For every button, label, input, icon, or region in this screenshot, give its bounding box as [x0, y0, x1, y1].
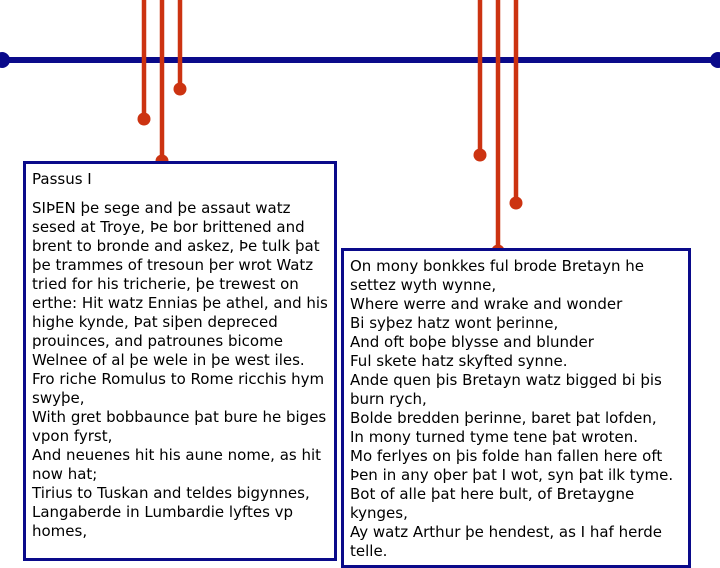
- text-line: Mo ferlyes on þis folde han fallen here oft Þen in any oþer þat I wot, syn þat ilk tyme.: [350, 447, 674, 484]
- text-panel-bretayn: [341, 248, 691, 568]
- text-line: Ande quen þis Bretayn watz bigged bi þis burn rych,: [350, 371, 662, 408]
- text-line: On mony bonkkes ful brode Bretayn he settez wyth wynne,: [350, 257, 644, 294]
- text-panel-passus: [23, 161, 337, 561]
- pin-head-1: [138, 113, 151, 126]
- panel-body: [350, 257, 682, 561]
- panel-title: Passus I: [32, 170, 92, 188]
- text-line: Tirius to Tuskan and teldes bigynnes,: [32, 484, 310, 502]
- text-line: Bolde bredden þerinne, baret þat lofden,: [350, 409, 657, 427]
- text-line: Ful skete hatz skyfted synne.: [350, 352, 568, 370]
- panel-body: [32, 199, 328, 541]
- pin-head-3: [174, 83, 187, 96]
- text-line: SIÞEN þe sege and þe assaut watz sesed at Troye, Þe bor brittened and brent to bronde and askez, Þe tulk þat þe trammes of tresoun þer wrot Watz tried for his tricherie, þe trewest on erthe: Hit watz Ennias þe athel, and his highe kynde, Þat siþen depreced prouinces, and patrounes bicome Welnee of al þe wele in þe west iles.: [32, 199, 328, 369]
- text-line: With gret bobbaunce þat bure he biges vpon fyrst,: [32, 408, 327, 445]
- pin-head-4: [474, 149, 487, 162]
- text-line: Where werre and wrake and wonder: [350, 295, 623, 313]
- text-line: Bot of alle þat here bult, of Bretaygne kynges,: [350, 485, 635, 522]
- text-line: In mony turned tyme tene þat wroten.: [350, 428, 638, 446]
- text-line: Ay watz Arthur þe hendest, as I haf herde telle.: [350, 523, 662, 560]
- text-line: And oft boþe blysse and blunder: [350, 333, 594, 351]
- text-line: And neuenes hit his aune nome, as hit now hat;: [32, 446, 322, 483]
- timeline-start-cap: [0, 52, 10, 68]
- timeline-end-cap: [710, 52, 720, 68]
- text-line: Bi syþez hatz wont þerinne,: [350, 314, 559, 332]
- text-line: Fro riche Romulus to Rome ricchis hym swyþe,: [32, 370, 325, 407]
- text-line: Langaberde in Lumbardie lyftes vp homes,: [32, 503, 294, 540]
- pin-head-6: [510, 197, 523, 210]
